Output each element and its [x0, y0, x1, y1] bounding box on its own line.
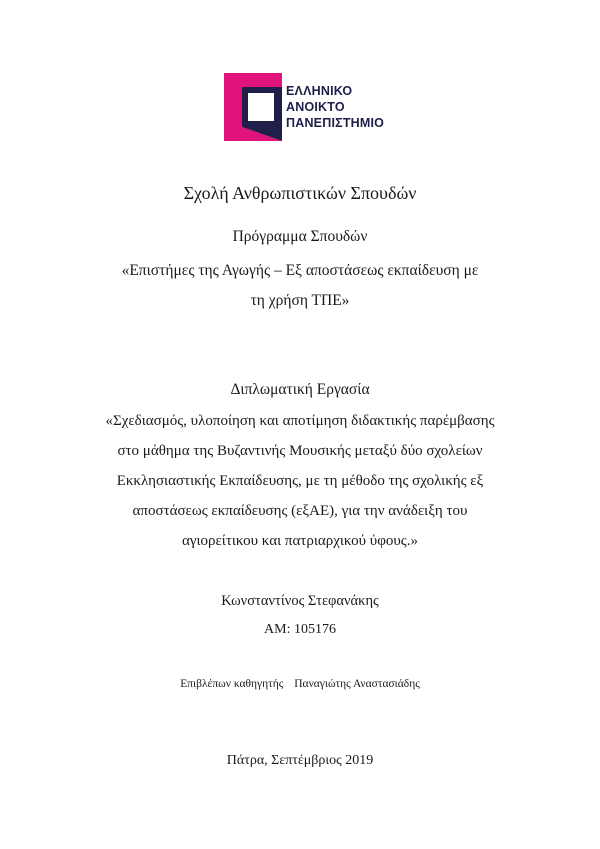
- supervisor-label: Επιβλέπων καθηγητής: [180, 678, 284, 690]
- thesis-title-line-2: στο μάθημα της Βυζαντινής Μουσικής μεταξύ δύο σχολείων: [117, 443, 483, 459]
- supervisor-line: [0, 678, 600, 690]
- logo-line-3: ΠΑΝΕΠΙΣΤΗΜΙΟ: [286, 116, 385, 130]
- thesis-title-line-3: Εκκλησιαστικής Εκπαίδευσης, με τη μέθοδο της σχολικής εξ: [116, 473, 484, 489]
- thesis-title-line-5: αγιορείτικου και πατριαρχικού ύφους.»: [181, 533, 418, 549]
- program-label: Πρόγραμμα Σπουδών: [232, 228, 368, 245]
- logo-line-2: ΑΝΟΙΚΤΟ: [286, 100, 345, 114]
- university-logo: [224, 73, 404, 141]
- logo-line-1: ΕΛΛΗΝΙΚΟ: [286, 84, 353, 98]
- eap-logo-mark-icon: [224, 73, 286, 141]
- program-title-line-1: «Επιστήμες της Αγωγής – Εξ αποστάσεως εκπαίδευση με: [121, 262, 479, 279]
- supervisor-name: Παναγιώτης Αναστασιάδης: [294, 678, 420, 690]
- place-and-date: Πάτρα, Σεπτέμβριος 2019: [226, 753, 374, 768]
- logo-wordmark: [286, 83, 384, 131]
- program-title-line-2: τη χρήση ΤΠΕ»: [250, 292, 350, 309]
- student-id: ΑΜ: 105176: [264, 622, 336, 637]
- thesis-title-line-4: αποστάσεως εκπαίδευσης (εξΑΕ), για την ανάδειξη του: [132, 503, 468, 519]
- author-name: Κωνσταντίνος Στεφανάκης: [221, 593, 379, 609]
- thesis-label: Διπλωματική Εργασία: [230, 381, 370, 398]
- thesis-title-line-1: «Σχεδιασμός, υλοποίηση και αποτίμηση διδακτικής παρέμβασης: [105, 413, 495, 429]
- school-name: Σχολή Ανθρωπιστικών Σπουδών: [183, 183, 417, 203]
